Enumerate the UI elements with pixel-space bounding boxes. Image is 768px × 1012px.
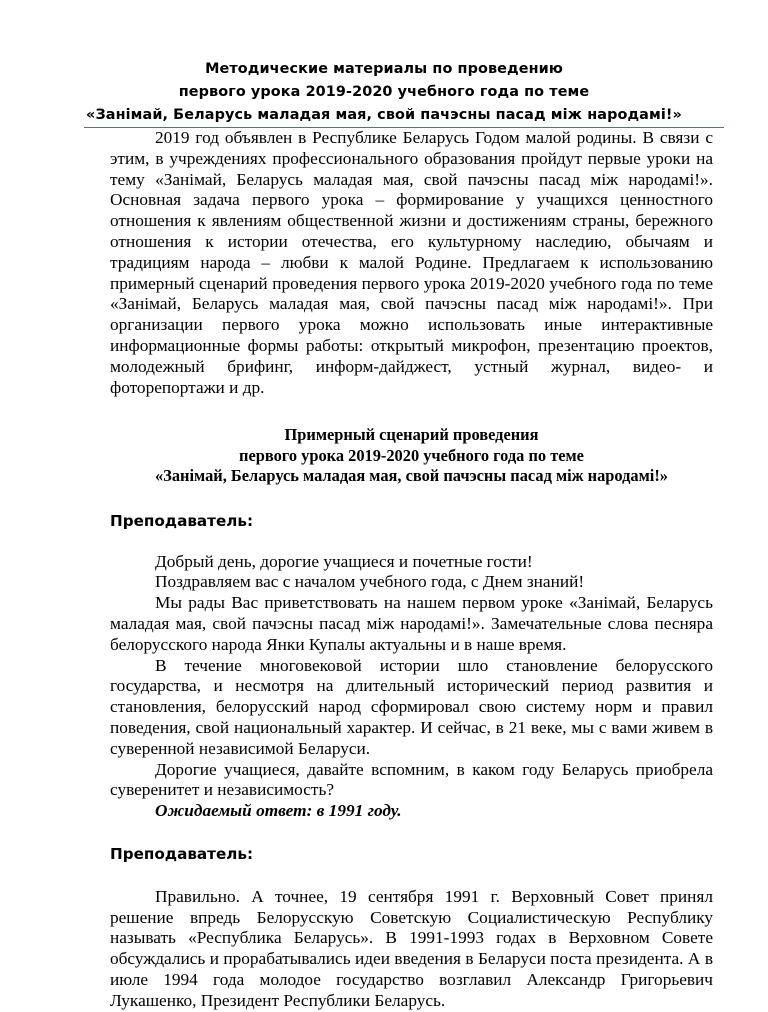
intro-paragraph: 2019 год объявлен в Республике Беларусь Годом малой родины. В связи с этим, в учреждениях профессионального образования пройдут первые уроки на тему «Занімай, Беларусь маладая мая, свой пачэсны пасад між народамі!». Основная задача первого урока – формирование у учащихся ценностного отношения к явлениям общественной жизни и достижениям страны, бережного отношения к истории отечества, его культурному наследию, обычаям и традициям народа – любви к малой Родине. Предлагаем к использованию примерный сценарий проведения первого урока 2019-2020 учебного года по теме «Занімай, Беларусь маладая мая, свой пачэсны пасад між народамі!». При организации первого урока можно использовать иные интерактивные информационные формы работы: открытый микрофон, презентацию проектов, молодежный брифинг, информ-дайджест, устный журнал, видео- и фоторепортажи и др. [110,128,713,397]
independence-paragraph: Правильно. А точнее, 19 сентября 1991 г. Верховный Совет принял решение впредь Белорусскую Советскую Социалистическую Республику называть «Республика Беларусь». В 1991-1993 годах в Верховном Совете обсуждались и прорабатывались идеи введения в Беларуси поста президента. А в июле 1994 года молодое государство возглавил Александр Григорьевич Лукашенко, Президент Республики Беларусь. [110,886,713,1010]
speaker-label: Преподаватель: [110,845,254,864]
history-paragraph: В течение многовековой истории шло становление белорусского государства, и несмотря на длительный исторический период развития и становления, белорусский народ сформировал свою систему норм и правил поведения, свой национальный характер. И сейчас, в 21 веке, мы с вами живем в суверенной независимой Беларуси. [110,655,713,758]
speaker-label: Преподаватель: [110,511,254,530]
document-body [110,128,713,1012]
header-line-3: «Занiмай, Беларусь маладая мая, свой пачэсны пасад мiж народамi!» [86,107,682,123]
question-paragraph: Дорогие учащиеся, давайте вспомним, в каком году Беларусь приобрела суверенитет и независимость? [110,759,713,800]
welcome-paragraph: Мы рады Вас приветствовать на нашем первом уроке «Занімай, Беларусь маладая мая, свой пачэсны пасад між народамі!». Замечательные слова песняра белорусского народа Янки Купалы актуальны и в наше время. [110,593,713,654]
scenario-heading-line-3: «Занiмай, Беларусь маладая мая, свой пачэсны пасад мiж народамi!» [154,466,668,486]
document-header [0,58,768,127]
scenario-heading-line-2: первого урока 2019-2020 учебного года по теме [239,445,584,465]
greeting-paragraph: Добрый день, дорогие учащиеся и почетные гости! [155,551,533,571]
expected-answer: Ожидаемый ответ: в 1991 году. [155,801,402,821]
header-line-2: первого урока 2019-2020 учебного года по теме [178,84,590,100]
congrats-paragraph: Поздравляем вас с началом учебного года, с Днем знаний! [155,572,585,592]
scenario-heading [110,425,713,487]
header-line-1: Методические материалы по проведению [205,61,563,77]
scenario-heading-line-1: Примерный сценарий проведения [284,425,539,445]
